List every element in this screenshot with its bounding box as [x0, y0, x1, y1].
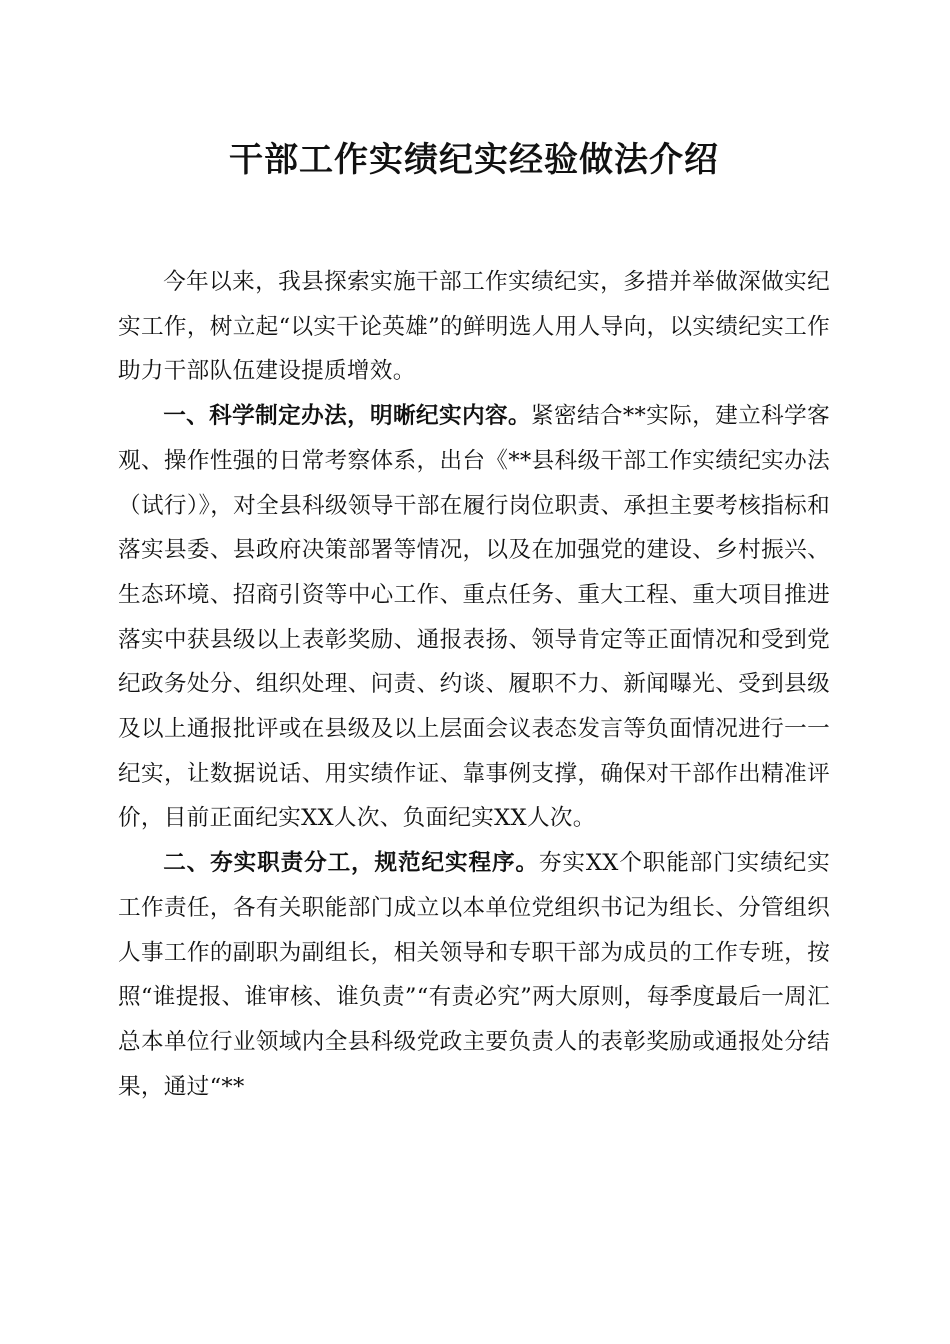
document-title: 干部工作实绩纪实经验做法介绍: [229, 140, 719, 180]
section-2-paragraph: [118, 841, 830, 1109]
document-page: [118, 130, 830, 1109]
section-2-heading: 二、夯实职责分工，规范纪实程序。: [163, 850, 539, 877]
section-1-heading: 一、科学制定办法，明晰纪实内容。: [163, 403, 531, 430]
section-1-paragraph: [118, 394, 830, 841]
section-2-body: 夯实XX个职能部门实绩纪实工作责任，各有关职能部门成立以本单位党组织书记为组长、分管组织人事工作的副职为副组长，相关领导和专职干部为成员的工作专班，按照“谁提报、谁审核、谁负责”“有责必究”两大原则，每季度最后一周汇总本单位行业领域内全县科级党政主要负责人的表彰奖励或通报处分结果，通过“**: [118, 850, 830, 1100]
section-1-body: 紧密结合**实际，建立科学客观、操作性强的日常考察体系，出台《**县科级干部工作实绩纪实办法（试行）》，对全县科级领导干部在履行岗位职责、承担主要考核指标和落实县委、县政府决策部署等情况，以及在加强党的建设、乡村振兴、生态环境、招商引资等中心工作、重点任务、重大工程、重大项目推进落实中获县级以上表彰奖励、通报表扬、领导肯定等正面情况和受到党纪政务处分、组织处理、问责、约谈、履职不力、新闻曝光、受到县级及以上通报批评或在县级及以上层面会议表态发言等负面情况进行一一纪实，让数据说话、用实绩作证、靠事例支撑，确保对干部作出精准评价，目前正面纪实XX人次、负面纪实XX人次。: [118, 403, 830, 832]
intro-paragraph: 今年以来，我县探索实施干部工作实绩纪实，多措并举做深做实纪实工作，树立起“以实干论英雄”的鲜明选人用人导向，以实绩纪实工作助力干部队伍建设提质增效。: [118, 269, 830, 385]
